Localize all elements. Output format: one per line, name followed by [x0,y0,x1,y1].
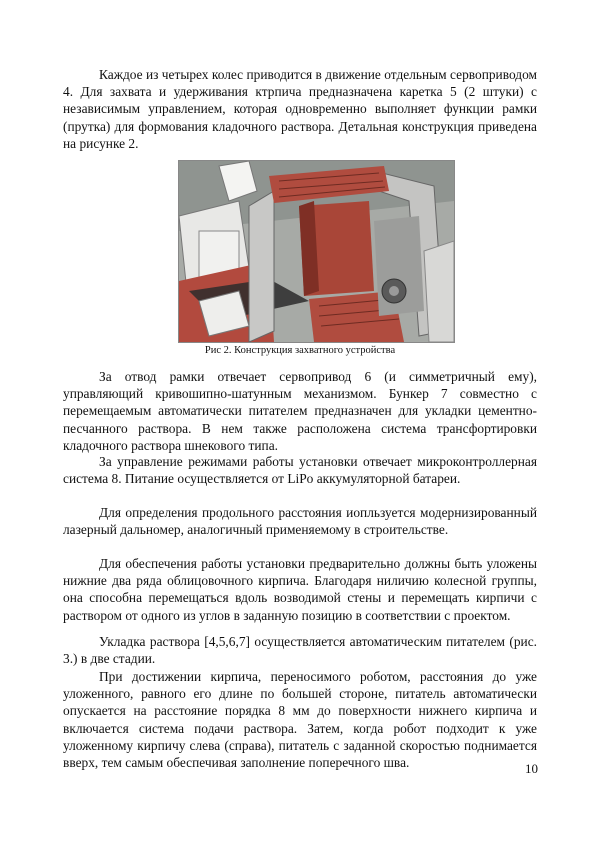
paragraph-4: Для определения продольного расстояния иопльзуется модернизированный лазерный дальномер, аналогичный применяемому в строительстве. [63,505,537,538]
paragraph-7: При достижении кирпича, переносимого роботом, расстояния до уже уложенного, равного его длине по большей стороне, питатель автоматически опускается на расстояние порядка 8 мм до поверхности нижнего кирпича и включается система подачи раствора. Затем, когда робот подходит к уже уложенному кирпичу слева (справа), питатель с заданной скоростью поднимается вверх, тем самым обеспечивая заполнение поперечного шва. [63,669,537,771]
paragraph-2: За отвод рамки отвечает сервопривод 6 (и симметричный ему), управляющий кривошипно-шатунным механизмом. Бункер 7 совместно с перемещаемым автоматически питателем предназначен для укладки цементно-песчанного раствора. В нем также расположена система трансфортировки кладочного раствора шнекового типа. [63,369,537,453]
paragraph-1: Каждое из четырех колес приводится в движение отдельным сервоприводом 4. Для захвата и удерживания ктрпича предназначена каретка 5 (2 штуки) с независимым управлением, которая одновременно выполняет функции рамки (прутка) для формования кладочного раствора. Детальная конструкция приведена на рисунке 2. [63,67,537,151]
figure-caption: Рис 2. Конструкция захватного устройства [204,345,396,356]
paragraph-3: За управление режимами работы установки отвечает микроконтроллерная система 8. Питание осуществляется от LiPo аккумуляторной батареи. [63,454,537,487]
gripper-figure [178,160,455,343]
gripper-drawing [179,161,454,342]
paragraph-5: Для обеспечения работы установки предварительно должны быть уложены нижние два ряда облицовочного кирпича. Благодаря ниличию колесной группы, она способна перемещаться вдоль возводимой стены и перемещать кирпичи с раствором от одного из углов в заданную позицию в соответствии с проектом. [63,556,537,623]
paragraph-6: Укладка раствора [4,5,6,7] осуществляется автоматическим питателем (рис. 3.) в две стадии. [63,634,537,667]
page-number: 10 [525,761,538,776]
